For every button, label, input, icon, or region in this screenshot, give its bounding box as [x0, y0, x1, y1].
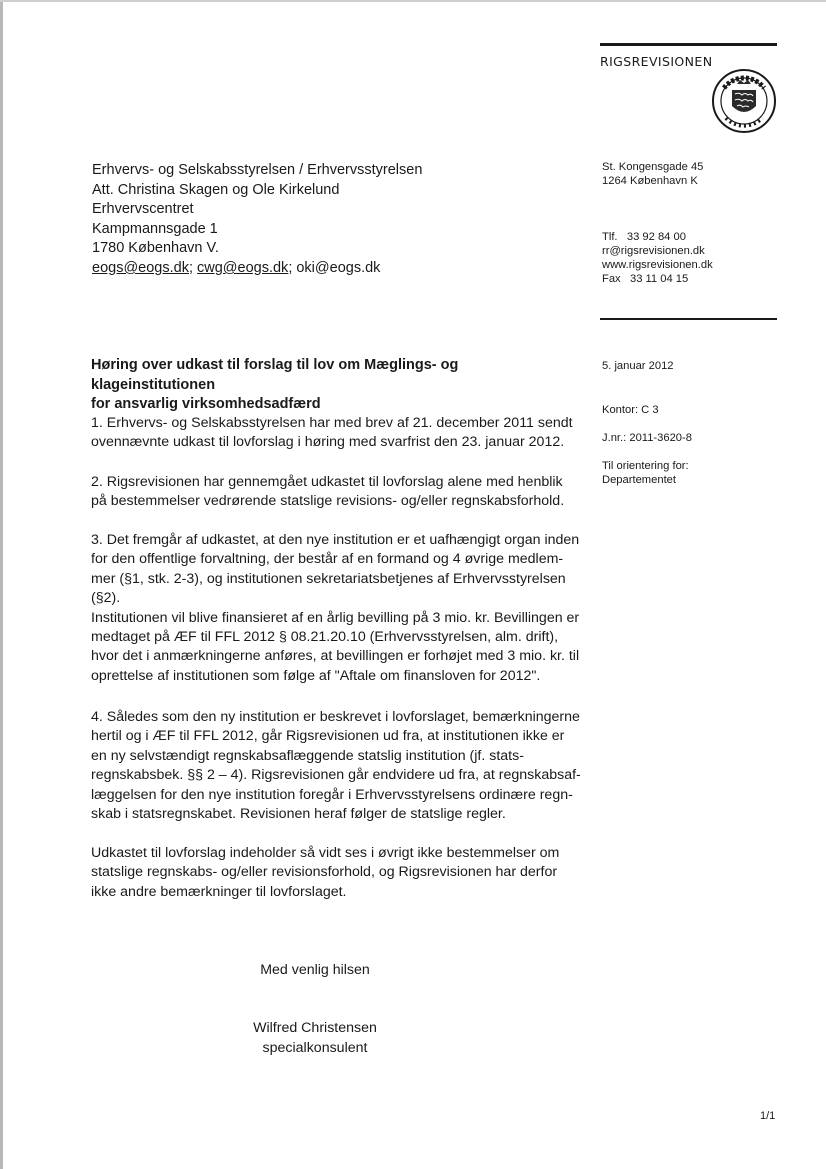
email-link[interactable]: eogs@eogs.dk: [92, 259, 189, 276]
recipient-line: 1780 København V.: [92, 240, 219, 257]
folketinget-seal-icon: [710, 68, 778, 134]
paragraph-4: 4. Således som den ny institution er beskrevet i lovforslaget, bemærkningerne hertil og i ÆF til FFL 2012, går Rigsrevisionen ud fra, at institutionen ikke er en ny selvstændigt regnskabsaflæggende statslig institution (jf. stats- regnskabsbek. §§ 2 – 4). Rigsrevisionen går endvidere ud fra, at regnskabsaf- læggelsen for den nye institution foregår i Erhvervsstyrelsens ordinære regn- skab i statsregnskabet. Revisionen heraf følger de statslige regler.: [91, 709, 581, 823]
paragraph-3: 3. Det fremgår af udkastet, at den nye institution er et uafhængigt organ inden for den offentlige forvaltning, der består af en formand og 4 øvrige medlem- mer (§1, stk. 2-3), og institutionen sekretariatsbetjenes af Erhvervsstyrelsen (§2). Institutionen vil blive finansieret af en årlig bevilling på 3 mio. kr. Bevillingen er medtaget på ÆF til FFL 2012 § 08.21.20.10 (Erhvervsstyrelsen, alm. drift), hvor det i anmærkningerne anføres, at bevillingen er forhøjet med 3 mio. kr. til oprettelse af institutionen som følge af "Aftale om finansloven for 2012".: [91, 532, 580, 684]
paragraph-1: 1. Erhvervs- og Selskabsstyrelsen har med brev af 21. december 2011 sendt ovennævnte udkast til lovforslag i høring med svarfrist den 23. januar 2012.: [91, 415, 573, 451]
org-name: RIGSREVISIONEN: [600, 54, 713, 69]
email-link[interactable]: cwg@eogs.dk: [197, 259, 289, 276]
signature-block: [0, 1018, 630, 1058]
page-number: 1/1: [760, 1110, 776, 1122]
scan-top-edge: [0, 0, 826, 2]
paragraph-2: 2. Rigsrevisionen har gennemgået udkastet til lovforslag alene med henblik på bestemmelser vedrørende statslige revisions- og/eller regnskabsforhold.: [91, 474, 565, 510]
sidebar-divider: [600, 318, 777, 320]
recipient-line: Erhvervs- og Selskabsstyrelsen / Erhvervsstyrelsen: [92, 162, 423, 178]
journal-number: J.nr.: 2011-3620-8: [602, 432, 692, 444]
cc-block: Til orientering for: Departementet: [602, 460, 689, 486]
letter-date: 5. januar 2012: [602, 360, 674, 372]
signatory-title: specialkonsulent: [262, 1040, 368, 1056]
sender-website[interactable]: www.rigsrevisionen.dk: [602, 259, 713, 271]
recipient-emails: eogs@eogs.dk; cwg@eogs.dk; oki@eogs.dk: [92, 259, 381, 276]
sender-contact: [602, 244, 713, 272]
recipient-line: Att. Christina Skagen og Ole Kirkelund: [92, 181, 340, 198]
sender-email[interactable]: rr@rigsrevisionen.dk: [602, 245, 705, 257]
sender-address: St. Kongensgade 45 1264 København K: [602, 161, 704, 187]
closing-greeting: Med venlig hilsen: [260, 962, 370, 978]
letterhead-top-rule: [600, 43, 777, 46]
recipient-address: [92, 161, 422, 279]
letter-subject: Høring over udkast til forslag til lov om Mæglings- og klageinstitutionen for ansvarlig virksomhedsadfærd: [91, 357, 459, 412]
signatory-name: Wilfred Christensen: [253, 1020, 377, 1036]
recipient-line: Erhvervscentret: [92, 201, 194, 218]
paragraph-5: Udkastet til lovforslag indeholder så vidt ses i øvrigt ikke bestemmelser om statslige regnskabs- og/eller revisionsforhold, og Rigsrevisionen har derfor ikke andre bemærkninger til lovforslaget.: [91, 845, 560, 900]
office-ref: Kontor: C 3: [602, 404, 659, 416]
scan-edge: [0, 0, 3, 1169]
recipient-line: Kampmannsgade 1: [92, 220, 218, 237]
sender-phone-fax: Tlf. 33 92 84 00 Fax 33 11 04 15: [602, 231, 689, 285]
